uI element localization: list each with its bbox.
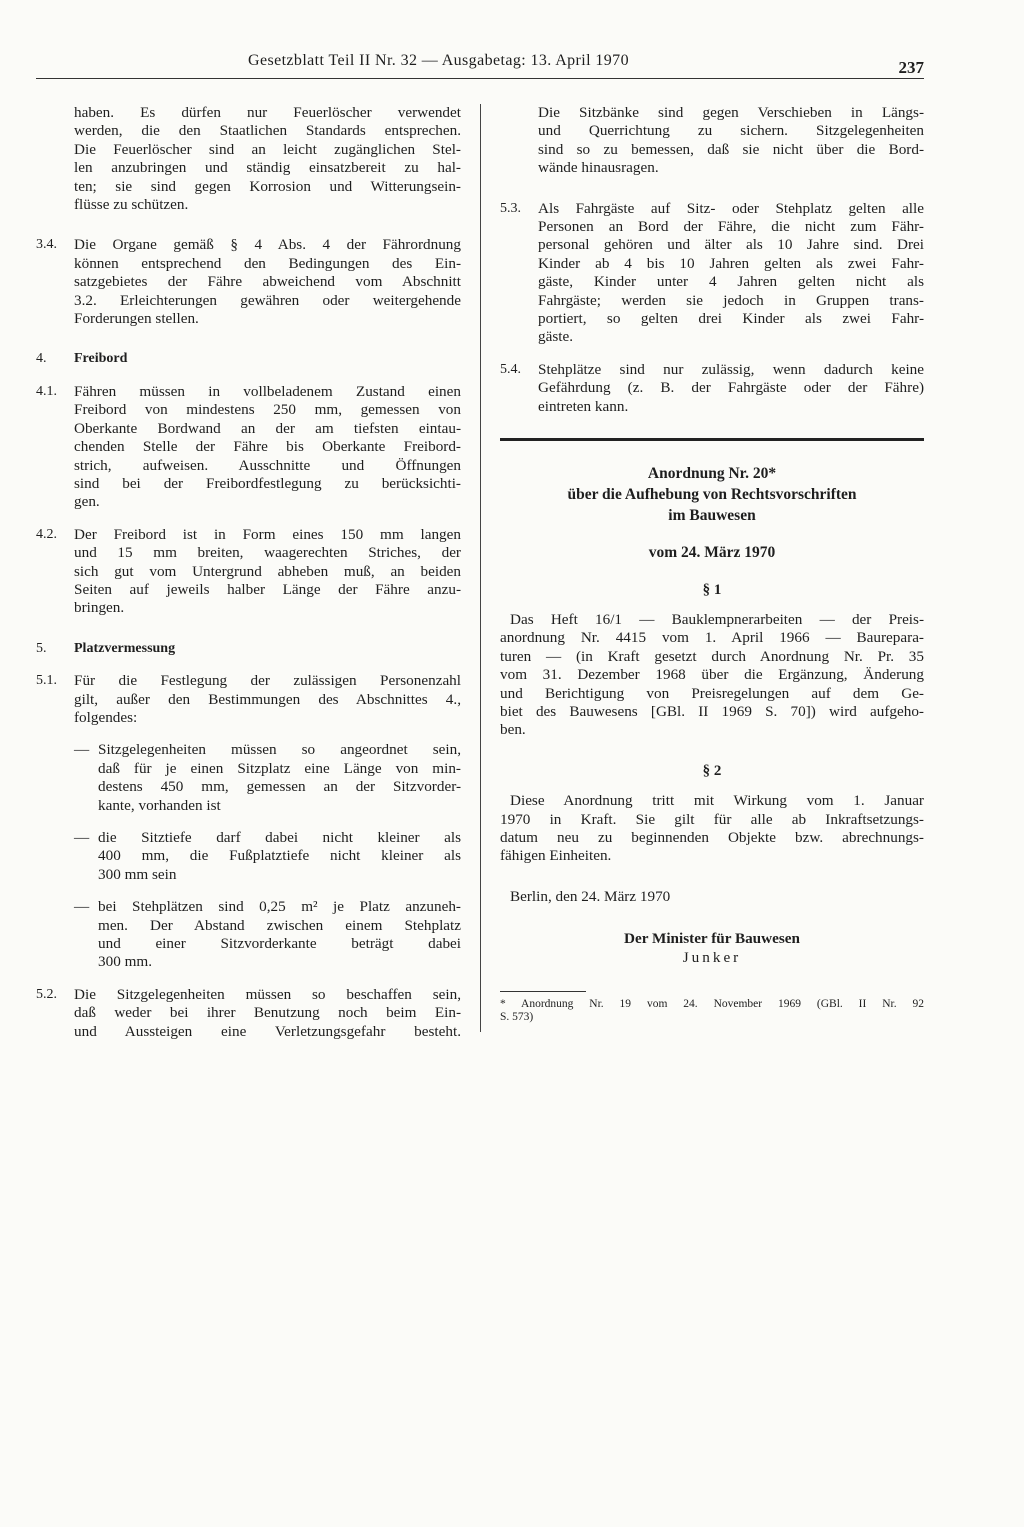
place-date: Berlin, den 24. März 1970 bbox=[510, 887, 671, 905]
text-line: Die Sitzbänke sind gegen Verschieben in Längs- bbox=[538, 104, 924, 121]
text-line: sich gut vom Untergrund abheben muß, an beiden bbox=[74, 562, 461, 580]
text-line: 400 mm, die Fußplatztiefe nicht kleiner als bbox=[98, 847, 461, 865]
text-line: men. Der Abstand zwischen einem Stehplatz bbox=[98, 916, 461, 934]
text-line: vom 31. Dezember 1968 über die Ergänzung, Änderung bbox=[500, 666, 924, 684]
text-line: Die Sitzgelegenheiten müssen so beschaffen sein, bbox=[74, 985, 461, 1003]
signatory-title: Der Minister für Bauwesen bbox=[624, 930, 800, 948]
text-line: Das Heft 16/1 — Bauklempnerarbeiten — der Preis- bbox=[510, 611, 924, 628]
text-line: strich, aufweisen. Ausschnitte und Öffnungen bbox=[74, 456, 461, 474]
text-line: sind bei der Freibordfestlegung zu berücksichti- bbox=[74, 474, 461, 492]
text-line: Die Feuerlöscher sind an leicht zugänglichen Stel- bbox=[74, 140, 461, 158]
text-line: Personen an Bord der Fähre, die nicht zum Fähr- bbox=[538, 218, 924, 236]
text-line: Oberkante Bordwand an der am tiefsten eintau- bbox=[74, 419, 461, 437]
text-line: portiert, so gelten drei Kinder als zwei Fahr- bbox=[538, 310, 924, 328]
bullet-standing-places bbox=[36, 898, 461, 972]
order-title bbox=[500, 463, 924, 526]
text-line: turen — (in Kraft gesetzt durch Anordnung Nr. Pr. 35 bbox=[500, 647, 924, 665]
section-number: 4. bbox=[36, 351, 47, 367]
section-number: 4.2. bbox=[36, 526, 57, 542]
order-date: vom 24. März 1970 bbox=[648, 543, 776, 561]
signatory-name: Junker bbox=[682, 948, 742, 966]
section-5-4 bbox=[500, 361, 924, 416]
section-number: 5. bbox=[36, 640, 47, 656]
text-line: bringen. bbox=[74, 599, 125, 617]
text-line: Forderungen stellen. bbox=[74, 310, 199, 328]
order-title-line: im Bauwesen bbox=[668, 506, 756, 524]
bullet-seating-length bbox=[36, 741, 461, 815]
text-line: 300 mm sein bbox=[98, 865, 177, 883]
page-number: 237 bbox=[898, 58, 924, 77]
text-line: destens 450 mm, gemessen an der Sitzvorder- bbox=[98, 778, 461, 796]
text-line: und Berichtigung von Preisregelungen auf dem Ge- bbox=[500, 684, 924, 702]
text-line: ben. bbox=[500, 721, 526, 739]
footnote-rule bbox=[500, 991, 586, 992]
text-line: daß für je einen Sitzplatz eine Länge von min- bbox=[98, 759, 461, 777]
text-line: und einer Sitzvorderkante beträgt dabei bbox=[98, 935, 461, 953]
section-5-heading bbox=[36, 640, 461, 658]
text-line: kante, vorhanden ist bbox=[98, 796, 221, 814]
text-line: Seiten auf jeweils halber Länge der Fähre anzu- bbox=[74, 580, 461, 598]
section-number: 5.2. bbox=[36, 986, 57, 1002]
dash-marker: — bbox=[74, 741, 90, 759]
dash-marker: — bbox=[74, 829, 90, 846]
text-line: Sitzgelegenheiten müssen so angeordnet sein, bbox=[98, 741, 461, 759]
text-line: 3.2. Erleichterungen gewähren oder weitergehende bbox=[74, 291, 461, 309]
text-line: gilt, außer den Bestimmungen des Abschnittes 4., bbox=[74, 690, 461, 708]
right-column bbox=[500, 104, 924, 1024]
text-line: flüsse zu schützen. bbox=[74, 196, 189, 214]
text-line: chenden Stelle der Fähre bis Oberkante Freibord- bbox=[74, 438, 461, 456]
text-line: Kinder ab 4 bis 10 Jahren gelten als zwei Fahr- bbox=[538, 254, 924, 272]
text-line: bei Stehplätzen sind 0,25 m² je Platz anzuneh- bbox=[98, 898, 461, 916]
section-title: Freibord bbox=[74, 351, 128, 367]
paragraph-1 bbox=[500, 611, 924, 740]
order-title-line: Anordnung Nr. 20* bbox=[647, 464, 777, 482]
section-4-1 bbox=[36, 383, 461, 512]
section-number: 4.1. bbox=[36, 383, 57, 399]
section-3-3-continued bbox=[36, 104, 461, 214]
text-line: die Sitztiefe darf dabei nicht kleiner als bbox=[98, 829, 461, 846]
text-line: ten; sie sind gegen Korrosion und Witterungsein- bbox=[74, 177, 461, 195]
footnote-line: S. 573) bbox=[500, 1011, 534, 1024]
section-5-3 bbox=[500, 200, 924, 347]
section-5-2-continued bbox=[500, 104, 924, 178]
paragraph-label-2: § 2 bbox=[702, 762, 722, 779]
text-line: Für die Festlegung der zulässigen Personenzahl bbox=[74, 672, 461, 690]
column-divider bbox=[480, 104, 481, 1032]
text-line: gäste. bbox=[538, 328, 574, 346]
text-line: können entsprechend den Bedingungen des Ein- bbox=[74, 254, 461, 272]
text-line: satzgebietes der Fähre abweichend vom Abschnitt bbox=[74, 273, 461, 291]
text-line: und Aussteigen eine Verletzungsgefahr besteht. bbox=[74, 1022, 461, 1040]
text-line: len anzubringen und ständig einsatzbereit zu hal- bbox=[74, 159, 461, 177]
section-5-1 bbox=[36, 672, 461, 727]
paragraph-label-1: § 1 bbox=[702, 581, 722, 598]
text-line: fähigen Einheiten. bbox=[500, 847, 612, 865]
text-line: gäste, Kinder unter 4 Jahren gelten nicht als bbox=[538, 273, 924, 291]
text-line: eintreten kann. bbox=[538, 397, 629, 415]
text-line: Diese Anordnung tritt mit Wirkung vom 1. Januar bbox=[510, 792, 924, 810]
text-line: Fähren müssen in vollbeladenem Zustand einen bbox=[74, 382, 461, 400]
text-line: personal gehören und älter als 10 Jahre sind. Drei bbox=[538, 236, 924, 254]
section-number: 3.4. bbox=[36, 237, 57, 253]
text-line: Die Organe gemäß § 4 Abs. 4 der Fährordnung bbox=[74, 236, 461, 254]
bullet-seat-depth bbox=[36, 829, 461, 884]
order-title-line: über die Aufhebung von Rechtsvorschriften bbox=[567, 485, 857, 503]
text-line: Freibord von mindestens 250 mm, gemessen von bbox=[74, 401, 461, 419]
text-line: und Querrichtung zu sichern. Sitzgelegenheiten bbox=[538, 122, 924, 140]
dash-marker: — bbox=[74, 898, 90, 916]
text-line: und 15 mm breiten, waagerechten Striches, der bbox=[74, 544, 461, 562]
section-4-heading bbox=[36, 350, 461, 368]
section-3-4 bbox=[36, 236, 461, 328]
text-line: haben. Es dürfen nur Feuerlöscher verwendet bbox=[74, 104, 461, 121]
text-line: Fahrgäste; werden sie jedoch in Gruppen trans- bbox=[538, 291, 924, 309]
text-line: 1970 in Kraft. Sie gilt für alle ab Inkraftsetzungs- bbox=[500, 810, 924, 828]
left-column bbox=[36, 104, 461, 1041]
text-line: datum neu zu beginnenden Objekte bzw. abrechnungs- bbox=[500, 829, 924, 847]
header-title: Gesetzblatt Teil II Nr. 32 — Ausgabetag: 13. April 1970 bbox=[248, 52, 629, 69]
page-header bbox=[36, 48, 924, 79]
text-line: Als Fahrgäste auf Sitz- oder Stehplatz gelten alle bbox=[538, 199, 924, 217]
text-line: Stehplätze sind nur zulässig, wenn dadurch keine bbox=[538, 360, 924, 378]
text-line: wände hinausragen. bbox=[538, 159, 659, 177]
text-line: 300 mm. bbox=[98, 953, 153, 971]
section-5-2 bbox=[36, 986, 461, 1041]
text-line: biet des Bauwesens [GBl. II 1969 S. 70]) wird aufgeho- bbox=[500, 703, 924, 721]
text-line: Gefährdung (z. B. der Fahrgäste oder der Fähre) bbox=[538, 379, 924, 397]
text-line: gen. bbox=[74, 493, 100, 511]
paragraph-2 bbox=[500, 792, 924, 866]
text-line: werden, die den Staatlichen Standards entsprechen. bbox=[74, 122, 461, 140]
section-number: 5.1. bbox=[36, 673, 57, 689]
text-line: daß weder bei ihrer Benutzung noch beim Ein- bbox=[74, 1004, 461, 1022]
section-4-2 bbox=[36, 526, 461, 618]
footnote-line: * Anordnung Nr. 19 vom 24. November 1969 (GBl. II Nr. 92 bbox=[500, 998, 924, 1011]
text-line: folgendes: bbox=[74, 708, 138, 726]
section-number: 5.3. bbox=[500, 200, 521, 216]
text-line: sind so zu bemessen, daß sie nicht über die Bord- bbox=[538, 140, 924, 158]
text-line: anordnung Nr. 4415 vom 1. April 1966 — Baurepara- bbox=[500, 629, 924, 647]
text-line: Der Freibord ist in Form eines 150 mm langen bbox=[74, 525, 461, 543]
footnote bbox=[500, 998, 924, 1024]
section-title: Platzvermessung bbox=[74, 640, 176, 656]
section-number: 5.4. bbox=[500, 361, 521, 377]
